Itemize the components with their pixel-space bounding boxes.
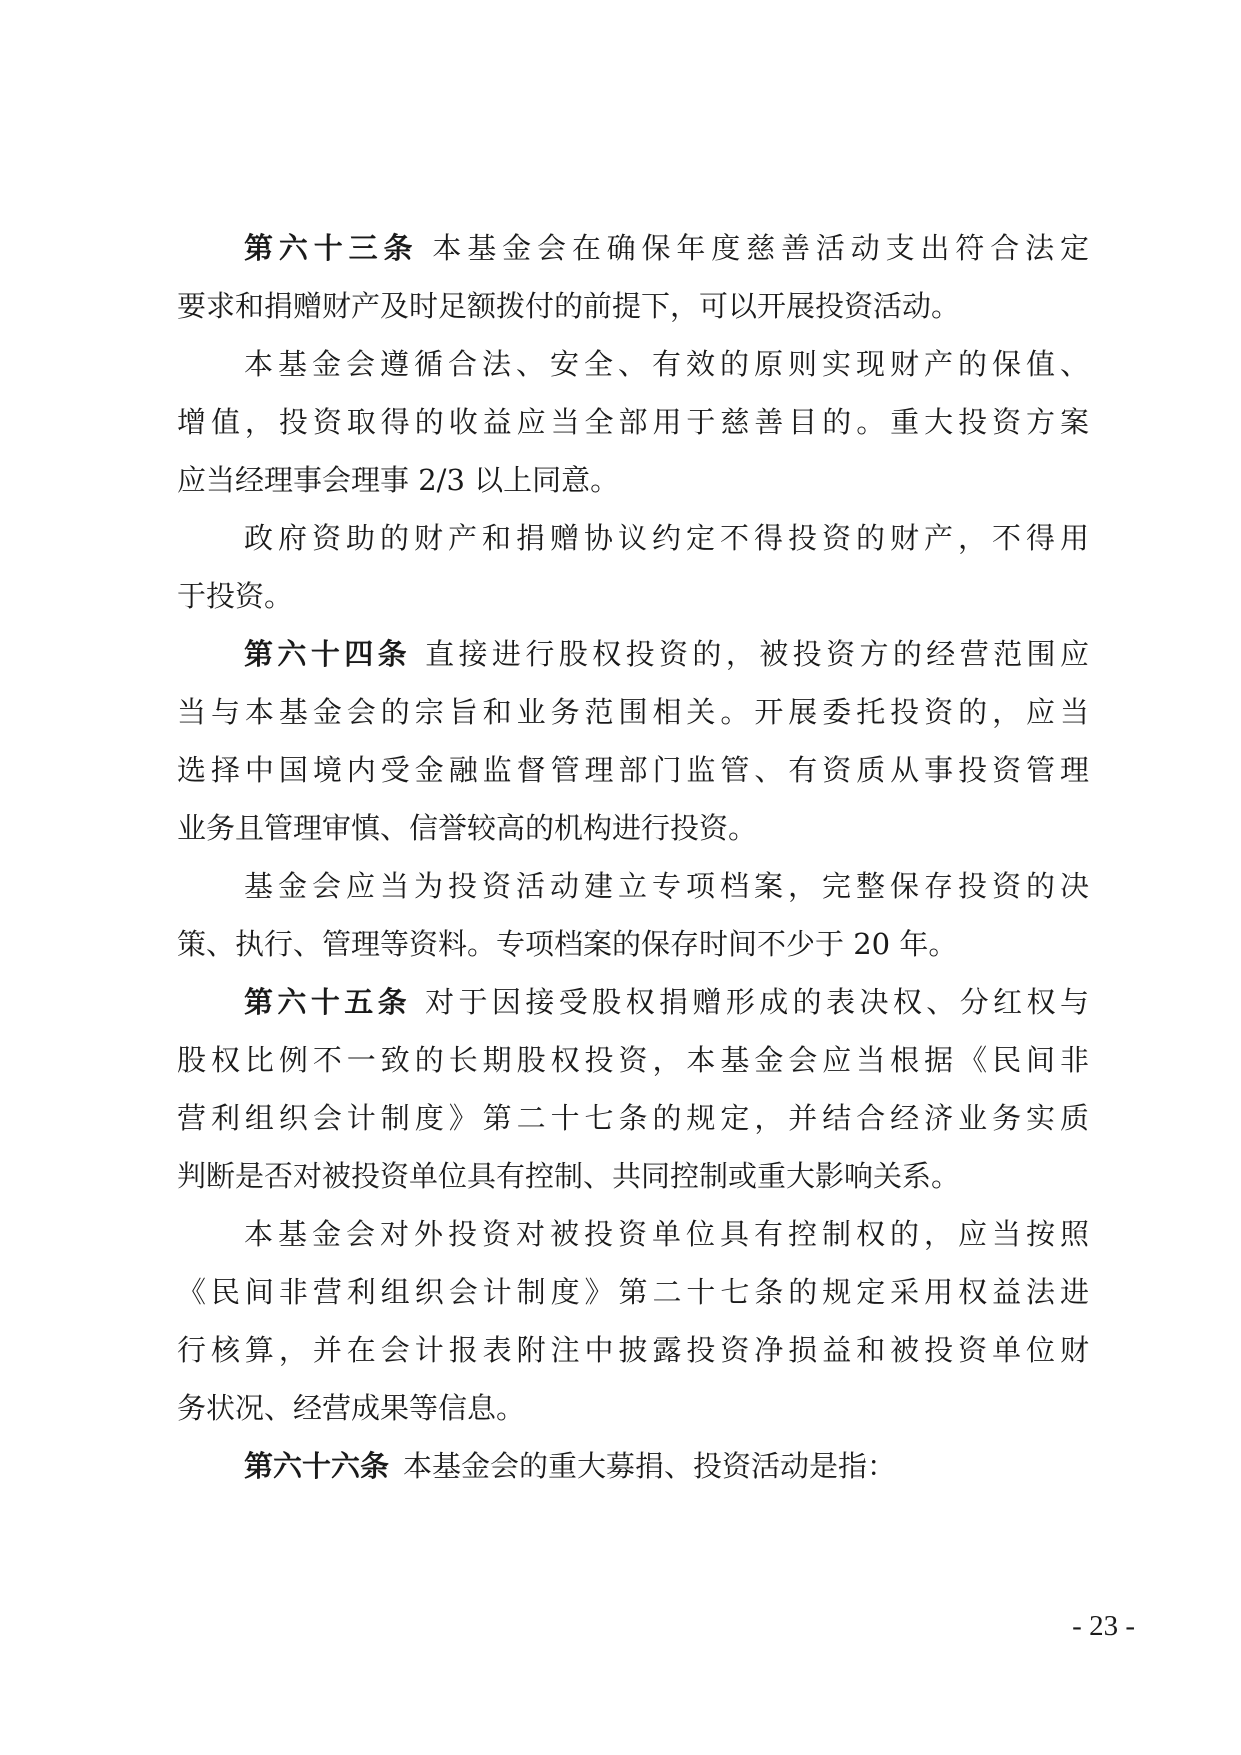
investment-principle-paragraph (177, 335, 1089, 509)
text-line: 《民间非营利组织会计制度》第二十七条的规定采用权益法进 (177, 1275, 1089, 1309)
paragraph-text: 本基金会在确保年度慈善活动支出符合法定 (432, 231, 1089, 265)
text-line (177, 973, 1089, 1031)
article-heading: 第六十四条 (244, 637, 412, 671)
text-line: 选择中国境内受金融监督管理部门监管、有资质从事投资管理 (177, 753, 1089, 787)
article-heading: 第六十三条 (244, 231, 419, 265)
text-line: 本基金会遵循合法、安全、有效的原则实现财产的保值、 (244, 347, 1089, 381)
text-line: 当与本基金会的宗旨和业务范围相关。开展委托投资的，应当 (177, 695, 1089, 729)
text-line: 应当经理事会理事 2/3 以上同意。 (177, 463, 620, 497)
text-line: 营利组织会计制度》第二十七条的规定，并结合经济业务实质 (177, 1101, 1089, 1135)
investment-archive-paragraph (177, 857, 1089, 973)
page-number: - 23 - (1072, 1610, 1135, 1642)
text-line: 于投资。 (177, 579, 294, 613)
article-64-paragraph (177, 625, 1089, 857)
article-heading: 第六十五条 (244, 985, 412, 1019)
text-line: 策、执行、管理等资料。专项档案的保存时间不少于 20 年。 (177, 927, 958, 961)
paragraph-text: 本基金会的重大募捐、投资活动是指： (403, 1449, 897, 1483)
text-line (177, 219, 1089, 277)
text-line (177, 1437, 1089, 1495)
text-line: 本基金会对外投资对被投资单位具有控制权的，应当按照 (244, 1217, 1089, 1251)
prohibited-investment-paragraph (177, 509, 1089, 625)
text-line: 政府资助的财产和捐赠协议约定不得投资的财产，不得用 (244, 521, 1089, 555)
paragraph-text: 直接进行股权投资的，被投资方的经营范围应 (425, 637, 1089, 671)
paragraph-text: 对于因接受股权捐赠形成的表决权、分红权与 (425, 985, 1089, 1019)
text-line: 股权比例不一致的长期股权投资，本基金会应当根据《民间非 (177, 1043, 1089, 1077)
text-line: 行核算，并在会计报表附注中披露投资净损益和被投资单位财 (177, 1333, 1089, 1367)
document-body (177, 219, 1089, 1495)
text-line: 业务且管理审慎、信誉较高的机构进行投资。 (177, 811, 758, 845)
text-line: 要求和捐赠财产及时足额拨付的前提下，可以开展投资活动。 (177, 289, 961, 323)
text-line: 基金会应当为投资活动建立专项档案，完整保存投资的决 (244, 869, 1089, 903)
text-line: 增值，投资取得的收益应当全部用于慈善目的。重大投资方案 (177, 405, 1089, 439)
article-65-paragraph (177, 973, 1089, 1205)
text-line: 判断是否对被投资单位具有控制、共同控制或重大影响关系。 (177, 1159, 961, 1193)
text-line: 务状况、经营成果等信息。 (177, 1391, 526, 1425)
article-63-paragraph (177, 219, 1089, 335)
article-heading: 第六十六条 (244, 1449, 390, 1483)
text-line (177, 625, 1089, 683)
equity-method-paragraph (177, 1205, 1089, 1437)
article-66-paragraph (177, 1437, 1089, 1495)
